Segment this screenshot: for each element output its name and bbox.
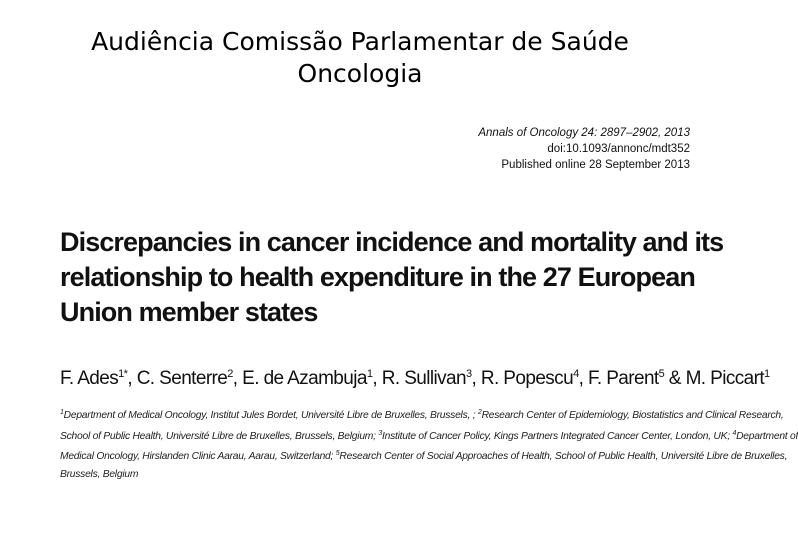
- affiliation-mark: 2: [477, 409, 482, 416]
- author-name: R. Sullivan: [381, 368, 466, 389]
- affiliation-line: [60, 425, 798, 446]
- affiliation-mark: 4: [732, 429, 737, 437]
- author-separator: ,: [578, 368, 588, 389]
- author-separator: ,: [471, 368, 481, 389]
- slide-title-line-1: Audiência Comissão Parlamentar de Saúde: [91, 27, 629, 56]
- affiliation-text: School of Public Health, Université Libre de Bruxelles, Brussels, Belgium;: [60, 430, 379, 442]
- author-affiliation-mark: 2: [227, 368, 233, 380]
- author-affiliation-mark: 1*: [118, 368, 128, 380]
- author-separator: ,: [372, 368, 382, 389]
- author-affiliation-mark: 1: [764, 368, 770, 380]
- affiliation-text: Research Center of Epidemiology, Biostatistics and Clinical Research,: [481, 410, 784, 421]
- paper-title-line-2: relationship to health expenditure in the 27 European: [60, 262, 695, 292]
- author-name: F. Ades: [60, 368, 119, 389]
- author-affiliation-mark: 3: [465, 368, 472, 380]
- affiliation-text: Medical Oncology, Hirslanden Clinic Aarau, Aarau, Switzerland;: [60, 451, 336, 462]
- affiliation-line: [60, 445, 788, 466]
- affiliations: [60, 404, 798, 483]
- publication-metadata: [478, 125, 690, 173]
- author-separator: ,: [127, 368, 137, 389]
- affiliation-text: Brussels, Belgium: [60, 468, 139, 480]
- author-name: R. Popescu: [480, 368, 574, 389]
- affiliation-text: Department of Medical Oncology, Institut Jules Bordet, Université Libre de Bruxelles, Brussels, ;: [63, 410, 478, 421]
- author-separator: &: [664, 368, 686, 389]
- paper-title-line-1: Discrepancies in cancer incidence and mortality and its: [60, 227, 724, 257]
- affiliation-line: [60, 466, 710, 484]
- author-affiliation-mark: 1: [366, 368, 373, 380]
- affiliation-text: Research Center of Social Approaches of Health, School of Public Health, Université Libre de Bruxelles,: [339, 451, 788, 462]
- doi: doi:10.1093/annonc/mdt352: [547, 143, 690, 155]
- affiliation-mark: 5: [335, 450, 340, 457]
- author-affiliation-mark: 5: [658, 368, 665, 380]
- paper-title: [60, 225, 724, 330]
- author-name: C. Senterre: [136, 368, 228, 389]
- author-name: F. Parent: [587, 368, 659, 389]
- author-name: E. de Azambuja: [242, 368, 367, 389]
- affiliation-mark: 1: [60, 409, 64, 416]
- author-separator: ,: [232, 368, 243, 389]
- affiliation-text: Institute of Cancer Policy, Kings Partners Integrated Cancer Center, London, UK;: [382, 430, 733, 442]
- author-list: [60, 368, 770, 390]
- author-affiliation-mark: 4: [573, 368, 579, 380]
- journal-citation: Annals of Oncology 24: 2897–2902, 2013: [478, 127, 690, 139]
- affiliation-line: [60, 404, 784, 425]
- slide-title-line-2: Oncologia: [297, 59, 423, 88]
- affiliation-text: Department of: [736, 430, 798, 442]
- slide-title: [0, 26, 720, 90]
- paper-title-line-3: Union member states: [60, 297, 318, 327]
- affiliation-mark: 3: [378, 429, 382, 437]
- publication-date: Published online 28 September 2013: [501, 159, 690, 171]
- author-name: M. Piccart: [685, 368, 765, 389]
